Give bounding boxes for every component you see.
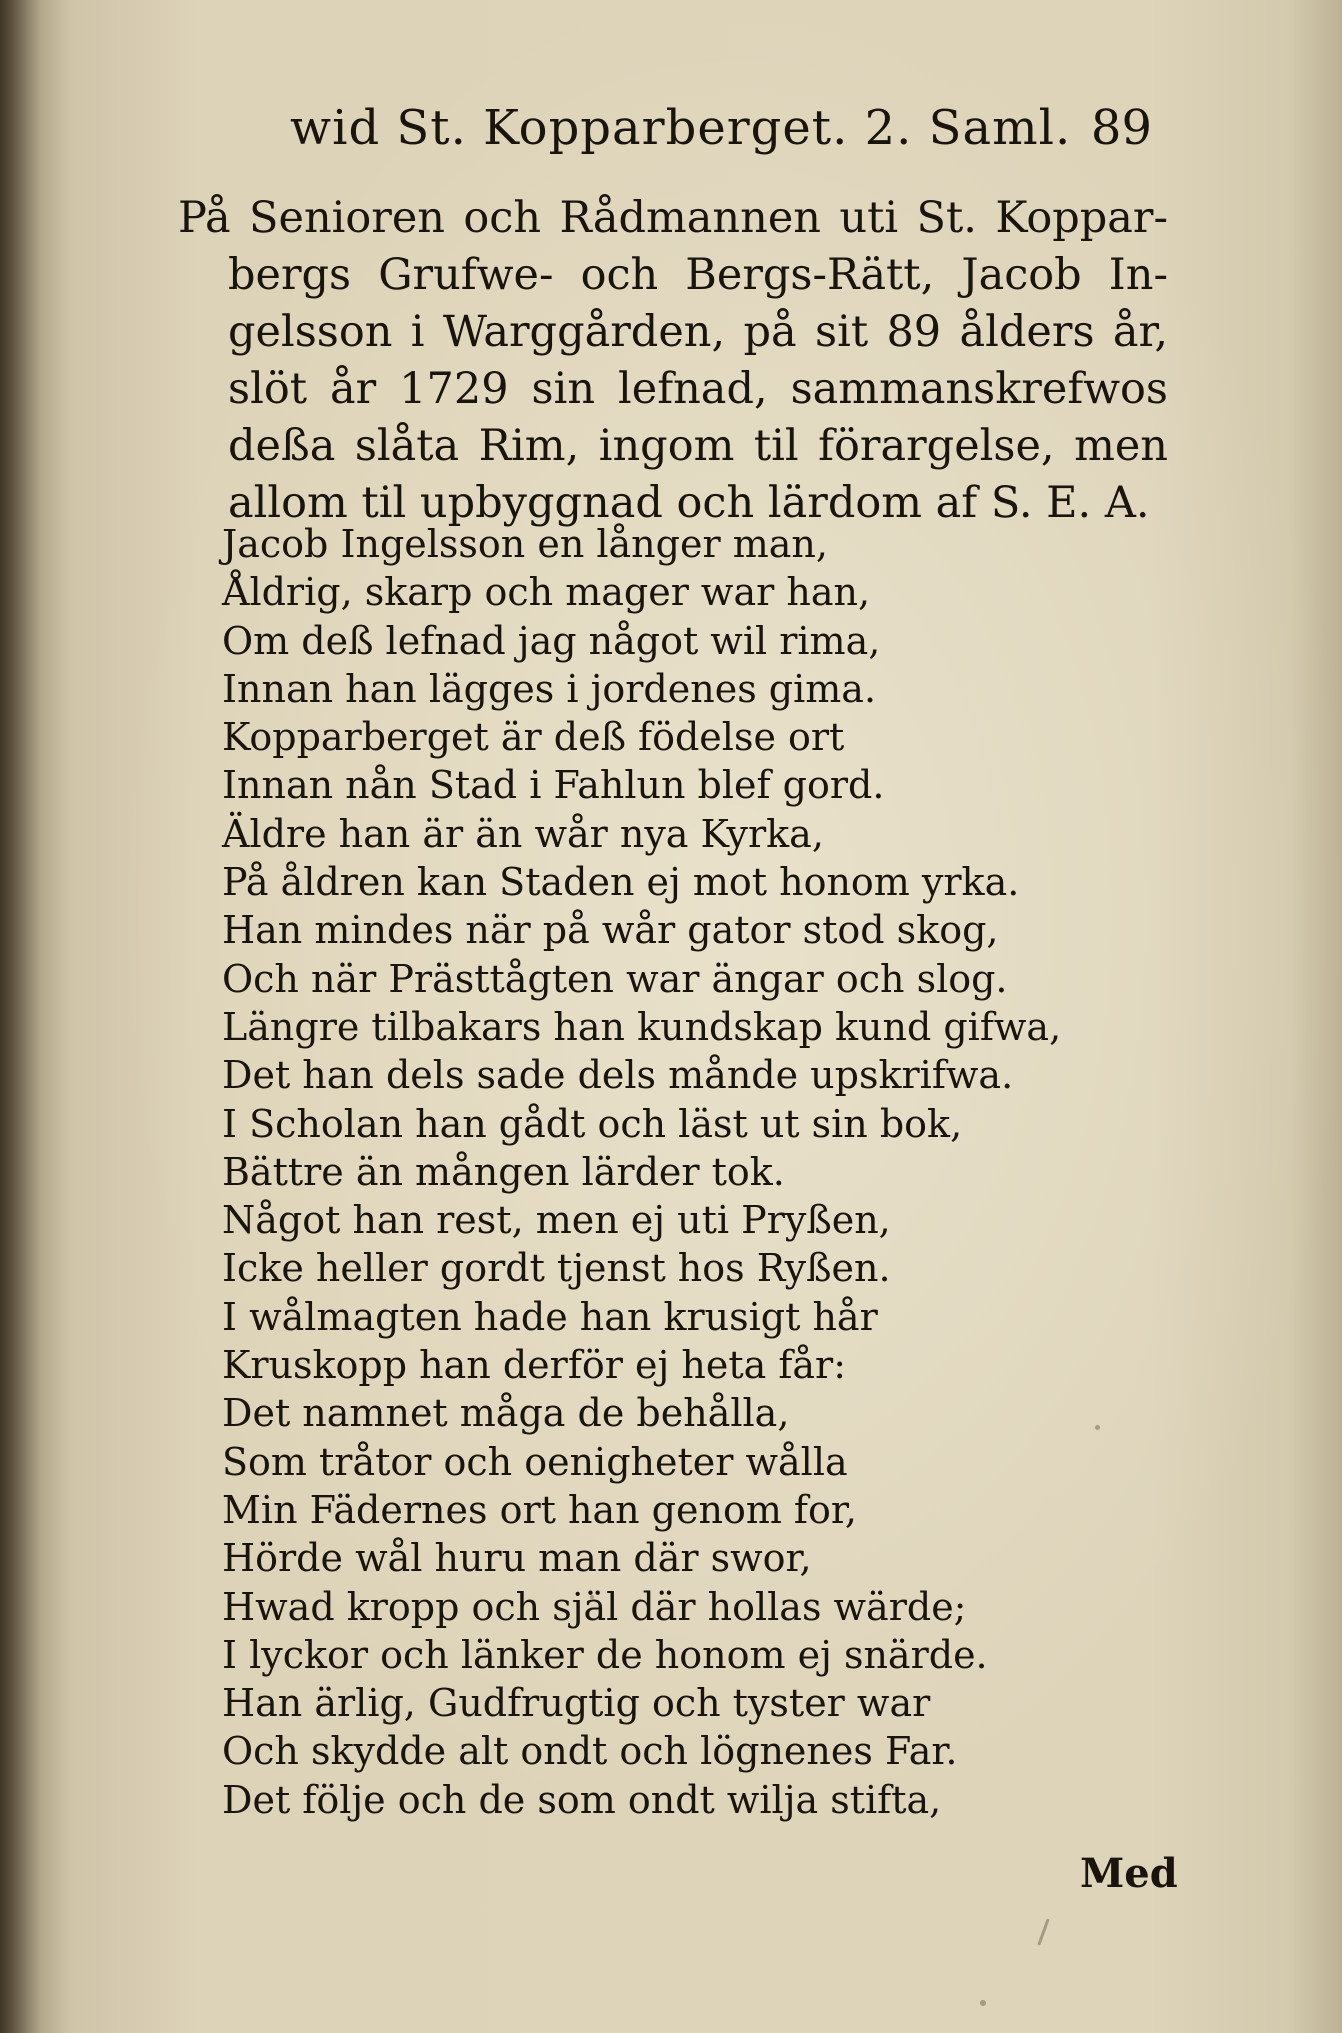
binding-shadow xyxy=(0,0,40,2033)
verse-line: Kruskopp han derför ej heta får: xyxy=(222,1343,847,1388)
verse-line: Åldrig, skarp och mager war han, xyxy=(222,570,871,615)
verse-line: Äldre han är än wår nya Kyrka, xyxy=(222,811,824,856)
intro-line: På Senioren och Rådmannen uti St. Koppar- xyxy=(178,193,1168,243)
intro-paragraph xyxy=(178,190,1168,532)
verse-line: Kopparberget är deß födelse ort xyxy=(222,715,845,760)
poem xyxy=(222,520,1122,1824)
verse-line: Hwad kropp och själ där hollas wärde; xyxy=(222,1584,967,1629)
verse-line: Som tråtor och oenigheter wålla xyxy=(222,1439,848,1484)
verse-line: Längre tilbakars han kundskap kund gifwa, xyxy=(222,1004,1062,1049)
paper-spot xyxy=(980,2000,986,2006)
paper-spot xyxy=(590,1595,594,1599)
verse-line: I lyckor och länker de honom ej snärde. xyxy=(222,1632,988,1677)
verse-line: I wålmagten hade han krusigt hår xyxy=(222,1294,878,1339)
page-header xyxy=(290,100,1170,160)
verse-line: Något han rest, men ej uti Pryßen, xyxy=(222,1198,891,1243)
page-number: 89 xyxy=(1090,100,1152,156)
verse-line: Det han dels sade dels månde upskrifwa. xyxy=(222,1053,1014,1098)
intro-line: slöt år 1729 sin lefnad, sammanskrefwos xyxy=(228,364,1168,414)
verse-line: Innan han lägges i jordenes gima. xyxy=(222,666,877,711)
verse-line: Och skydde alt ondt och lögnenes Far. xyxy=(222,1729,958,1774)
verse-line: Han ärlig, Gudfrugtig och tyster war xyxy=(222,1681,931,1726)
intro-line: gelsson i Warggården, på sit 89 ålders år, xyxy=(228,307,1168,357)
verse-line: Jacob Ingelsson en långer man, xyxy=(222,522,828,566)
running-title: wid St. Kopparberget. 2. Saml. xyxy=(290,100,1072,156)
paper-spot xyxy=(1037,1918,1049,1945)
paper-spot xyxy=(1095,1425,1100,1430)
verse-line: Och när Prästtågten war ängar och slog. xyxy=(222,956,1008,1001)
verse-line: Icke heller gordt tjenst hos Ryßen. xyxy=(222,1246,891,1291)
verse-line: På åldren kan Staden ej mot honom yrka. xyxy=(222,860,1020,905)
verse-line: Om deß lefnad jag något wil rima, xyxy=(222,618,881,663)
verse-line: Det följe och de som ondt wilja stifta, xyxy=(222,1777,942,1822)
verse-line: Hörde wål huru man där swor, xyxy=(222,1536,812,1581)
verse-line: I Scholan han gådt och läst ut sin bok, xyxy=(222,1101,963,1146)
verse-line: Min Fädernes ort han genom for, xyxy=(222,1487,857,1532)
intro-line: deßa slåta Rim, ingom til förargelse, men xyxy=(228,421,1168,471)
verse-line: Innan nån Stad i Fahlun blef gord. xyxy=(222,763,885,808)
catchword: Med xyxy=(1080,1850,1178,1897)
intro-line: bergs Grufwe- och Bergs-Rätt, Jacob In- xyxy=(228,250,1168,300)
verse-line: Han mindes när på wår gator stod skog, xyxy=(222,908,999,953)
intro-line: allom til upbyggnad och lärdom af S. E. A. xyxy=(228,478,1150,528)
verse-line: Det namnet måga de behålla, xyxy=(222,1391,790,1436)
verse-line: Bättre än mången lärder tok. xyxy=(222,1149,785,1194)
